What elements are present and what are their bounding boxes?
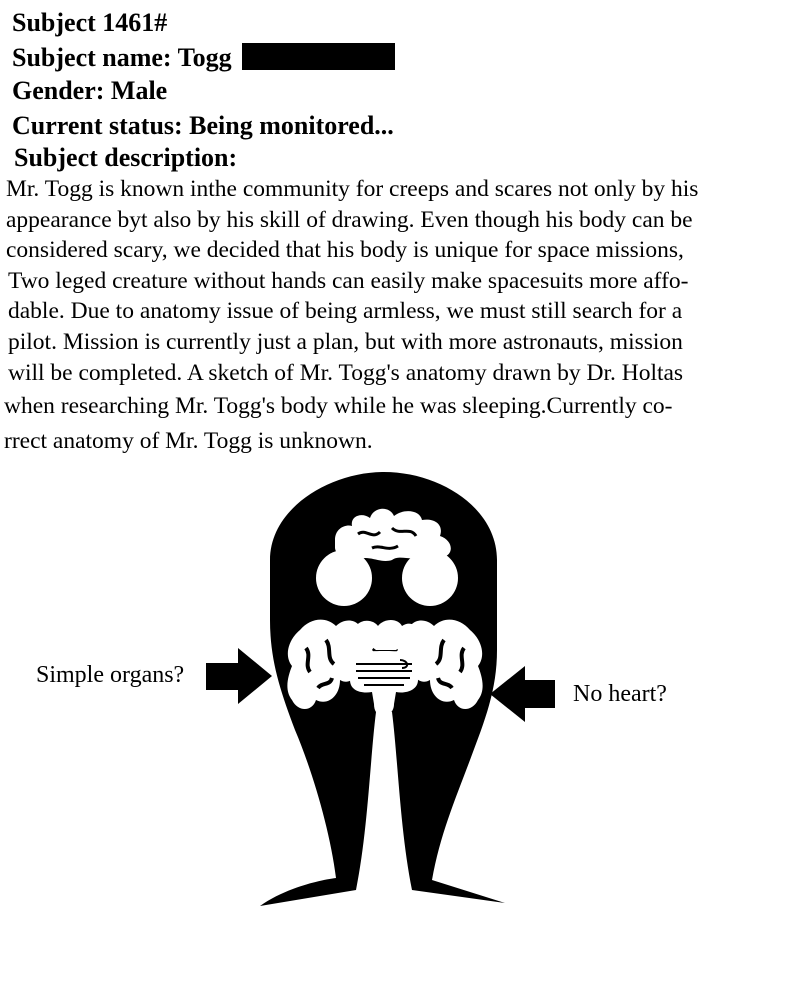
description-line: rrect anatomy of Mr. Togg is unknown. [4,428,373,454]
left-annotation: Simple organs? [36,662,185,688]
description-line: Two leged creature without hands can easily make spacesuits more affo- [8,268,689,294]
description-line: considered scary, we decided that his body is unique for space missions, [6,237,684,263]
right-annotation: No heart? [573,681,667,707]
description-heading: Subject description: [14,143,238,172]
arrow-right-icon [206,648,272,704]
subject-number: Subject 1461# [12,8,168,37]
left-eye [316,550,372,606]
description-line: appearance byt also by his skill of drawing. Even though his body can be [6,207,693,233]
current-status: Current status: Being monitored... [12,111,394,140]
description-line: dable. Due to anatomy issue of being armless, we must still search for a [8,298,683,324]
description-line: when researching Mr. Togg's body while he was sleeping.Currently co- [4,393,673,419]
gender: Gender: Male [12,76,168,105]
description-line: pilot. Mission is currently just a plan, but with more astronauts, mission [8,329,683,355]
arrow-left-icon [490,666,555,722]
right-eye [402,550,458,606]
description-line: Mr. Togg is known inthe community for creeps and scares not only by his [6,176,699,202]
subject-name: Subject name: Togg [12,43,232,72]
description-line: will be completed. A sketch of Mr. Togg's anatomy drawn by Dr. Holtas [8,360,684,386]
